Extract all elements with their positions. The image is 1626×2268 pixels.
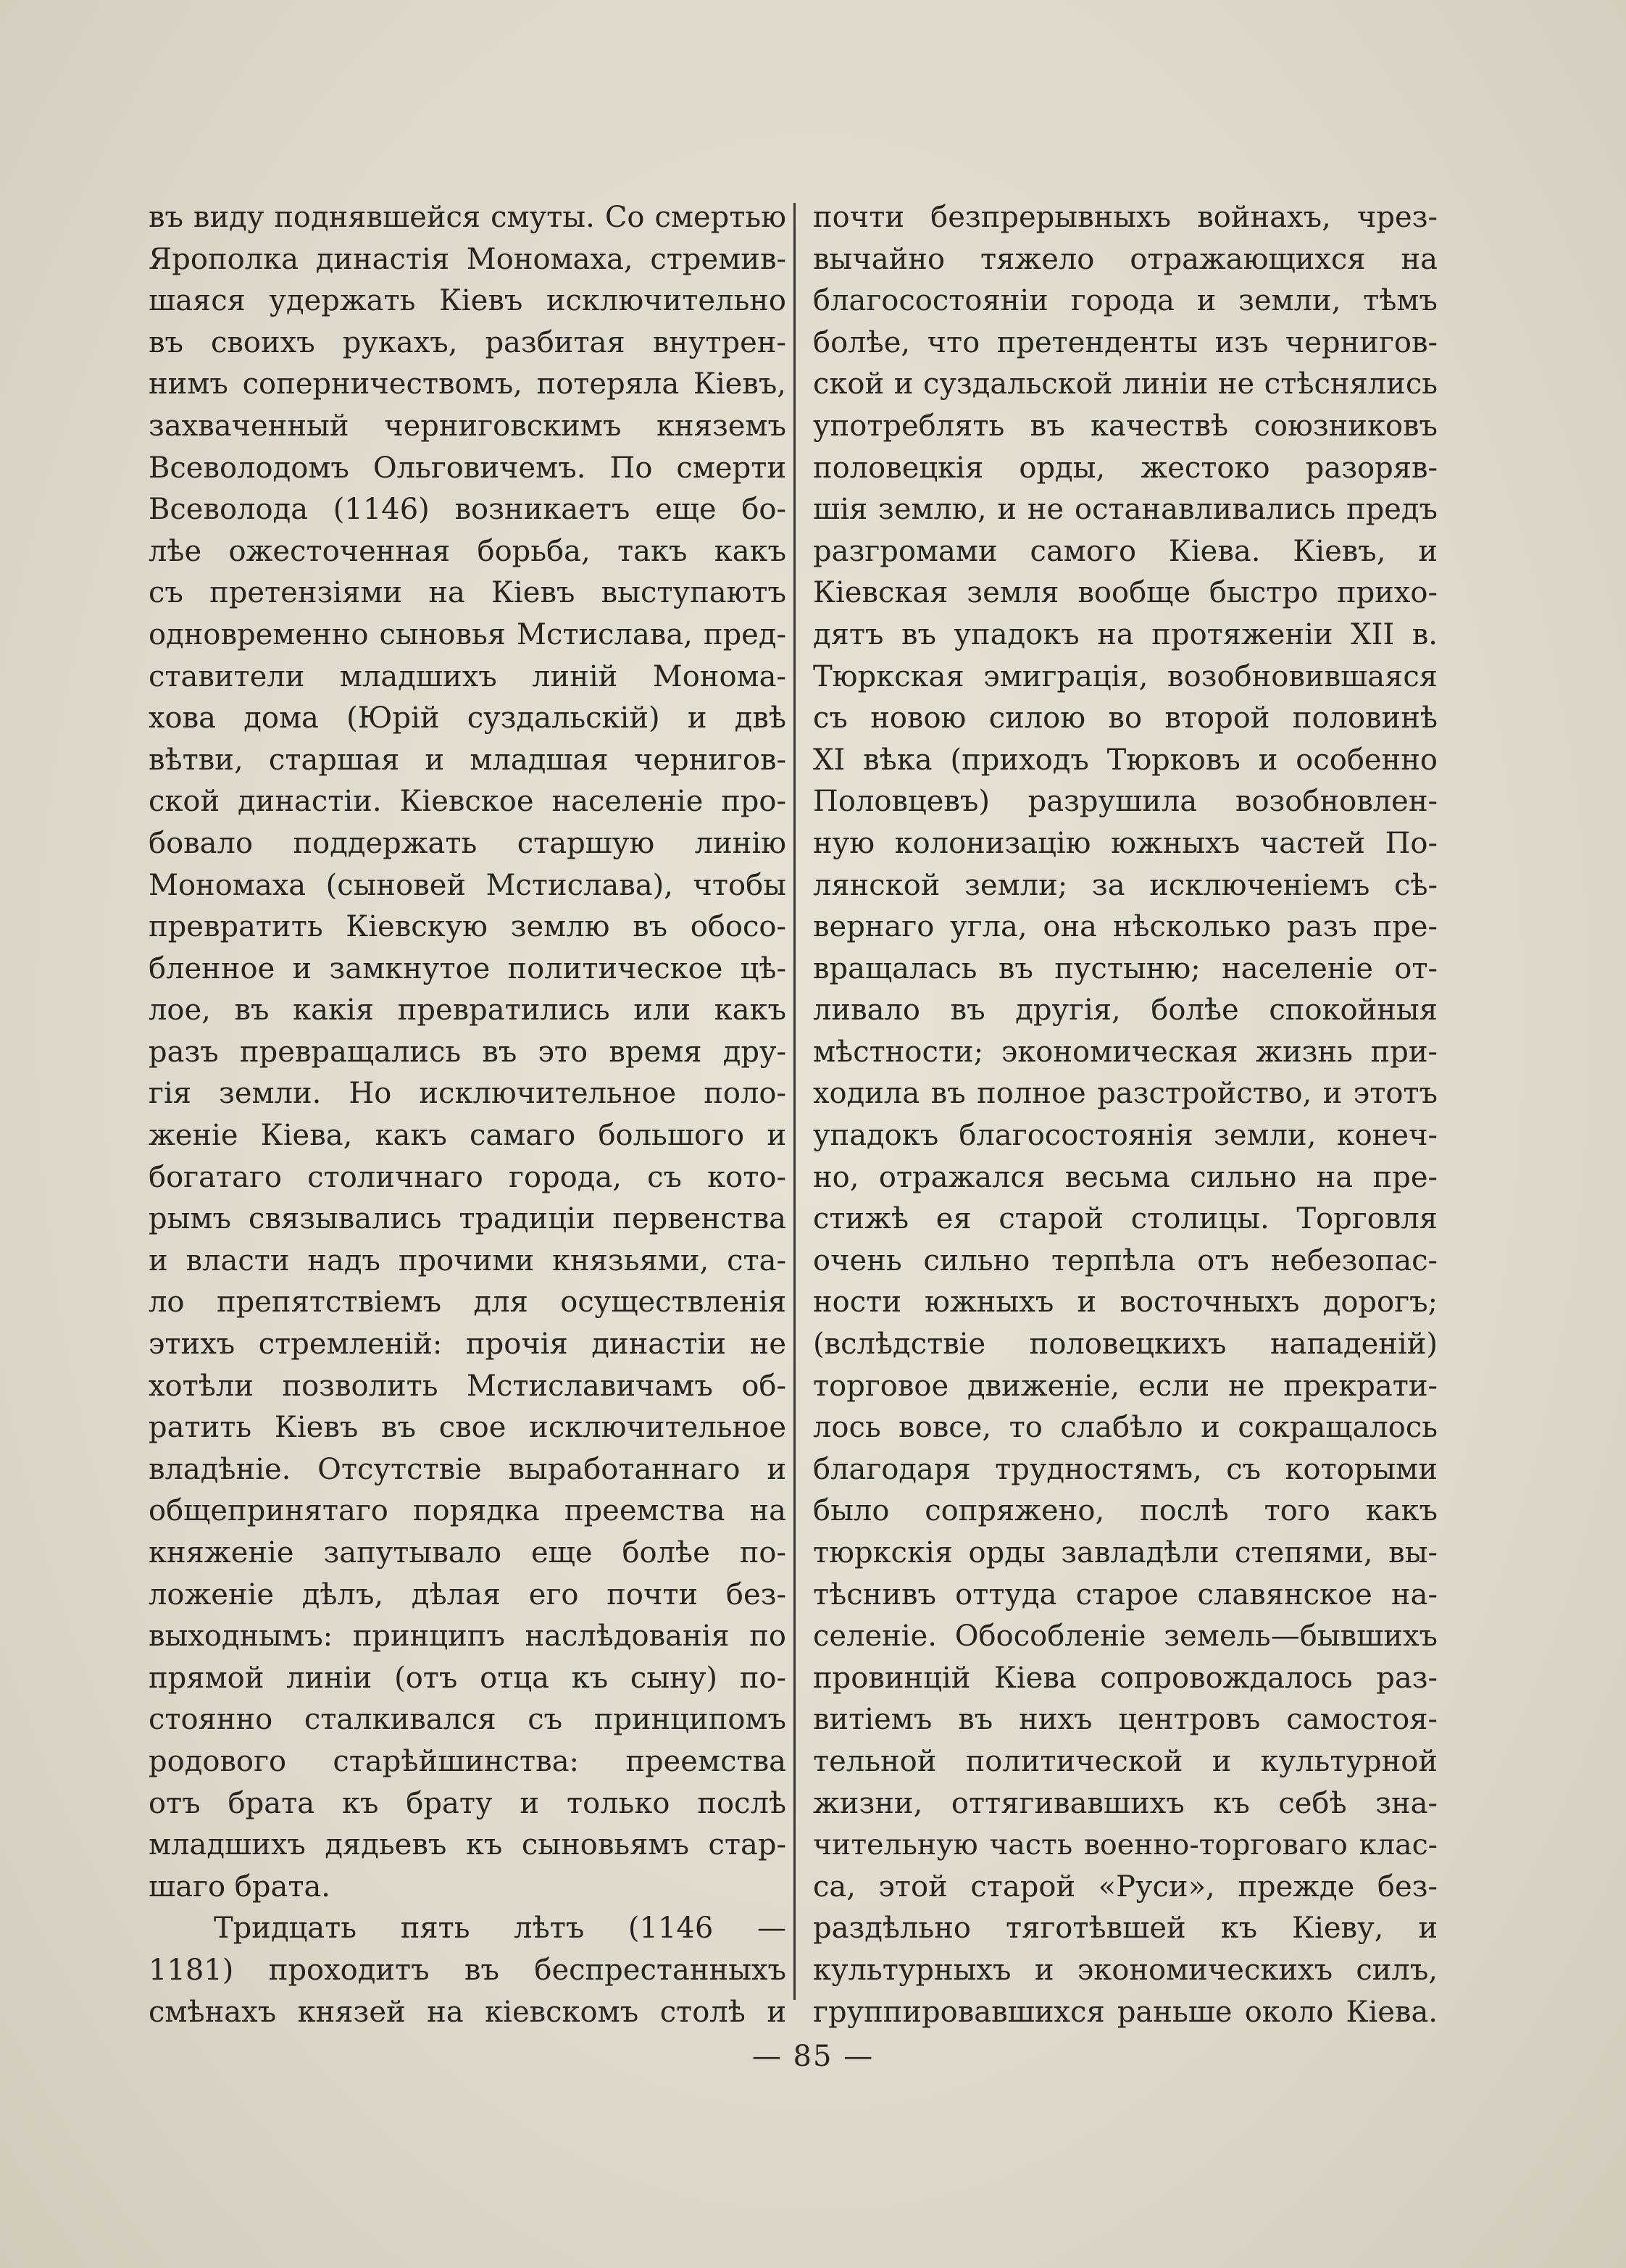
text-line: хотѣли позволить Мстиславичамъ об- xyxy=(149,1369,786,1403)
text-line: лось вовсе, то слабѣло и сокращалось xyxy=(813,1411,1438,1445)
text-line: вѣтви, старшая и младшая чернигов- xyxy=(149,743,786,777)
text-line: упадокъ благосостоянія земли, конеч- xyxy=(813,1119,1438,1153)
text-line: нимъ соперничествомъ, потеряла Кіевъ, xyxy=(149,367,786,401)
text-line: женіе Кіева, какъ самаго большого и xyxy=(149,1119,786,1153)
paragraph-start-line: Тридцать пять лѣтъ (1146 — xyxy=(214,1911,786,1946)
text-line: стижѣ ея старой столицы. Торговля xyxy=(813,1202,1438,1236)
text-line: вращалась въ пустыню; населеніе от- xyxy=(813,951,1438,985)
text-line: лѣе ожесточенная борьба, такъ какъ xyxy=(149,534,786,568)
text-line: съ новою силою во второй половинѣ xyxy=(813,701,1438,735)
text-line: родового старѣйшинства: преемства xyxy=(149,1744,786,1778)
text-line: благосостояніи города и земли, тѣмъ xyxy=(813,284,1438,318)
text-line: ло препятствіемъ для осуществленія xyxy=(149,1285,786,1319)
text-line: тѣснивъ оттуда старое славянское на- xyxy=(813,1577,1438,1612)
right-text-column xyxy=(813,197,1438,2033)
text-line: Всеволодомъ Ольговичемъ. По смерти xyxy=(149,451,786,485)
page-number: — 85 — xyxy=(751,2040,875,2073)
text-line: лое, въ какія превратились или какъ xyxy=(149,993,786,1027)
text-line: княженіе запутывало еще болѣе по- xyxy=(149,1536,786,1569)
text-line: мѣстности; экономическая жизнь при- xyxy=(813,1035,1438,1069)
text-line: провинцій Кіева сопровождалось раз- xyxy=(813,1661,1438,1695)
text-line: ливало въ другія, болѣе спокойныя xyxy=(813,993,1438,1027)
text-line: разъ превращались въ это время дру- xyxy=(149,1035,786,1069)
text-line: стоянно сталкивался съ принципомъ xyxy=(149,1703,786,1737)
text-line: выходнымъ: принципъ наслѣдованія по xyxy=(149,1619,786,1654)
text-line: почти безпрерывныхъ войнахъ, чрез- xyxy=(813,201,1438,234)
text-line: ратить Кіевъ въ свое исключительное xyxy=(149,1411,786,1445)
text-line: ской династіи. Кіевское населеніе про- xyxy=(149,785,786,819)
text-line: благодаря трудностямъ, съ которыми xyxy=(813,1452,1438,1486)
text-line: ходила въ полное разстройство, и этотъ xyxy=(813,1077,1438,1111)
text-line: одновременно сыновья Мстислава, пред- xyxy=(149,617,786,651)
text-line: смѣнахъ князей на кіевскомъ столѣ и xyxy=(149,1995,786,2029)
text-line: тюркскія орды завладѣли степями, вы- xyxy=(813,1536,1438,1569)
text-line: хова дома (Юрій суздальскій) и двѣ xyxy=(149,701,786,735)
text-line: ности южныхъ и восточныхъ дорогъ; xyxy=(813,1285,1438,1319)
text-line: селеніе. Обособленіе земель—бывшихъ xyxy=(813,1619,1438,1654)
text-line: но, отражался весьма сильно на пре- xyxy=(813,1160,1438,1194)
text-line: Ярополка династія Мономаха, стремив- xyxy=(149,242,786,276)
text-line: разгромами самого Кіева. Кіевъ, и xyxy=(813,534,1438,568)
text-line: въ виду поднявшейся смуты. Со смертью xyxy=(149,201,786,234)
text-line: Мономаха (сыновей Мстислава), чтобы xyxy=(149,868,786,902)
left-text-column xyxy=(149,197,786,2033)
text-line: богатаго столичнаго города, съ кото- xyxy=(149,1160,786,1194)
column-divider xyxy=(793,203,796,2000)
text-line: Кіевская земля вообще быстро прихо- xyxy=(813,576,1438,610)
text-line: превратить Кіевскую землю въ обосо- xyxy=(149,910,786,944)
text-line: съ претензіями на Кіевъ выступаютъ xyxy=(149,576,786,610)
text-line: отъ брата къ брату и только послѣ xyxy=(149,1786,786,1820)
text-line: бовало поддержать старшую линію xyxy=(149,826,786,860)
text-line: XI вѣка (приходъ Тюрковъ и особенно xyxy=(813,743,1438,777)
text-line: Половцевъ) разрушила возобновлен- xyxy=(813,785,1438,819)
text-line: са, этой старой «Руси», прежде без- xyxy=(813,1869,1438,1904)
text-line: чительную часть военно-торговаго клас- xyxy=(813,1828,1438,1862)
text-line: употреблять въ качествѣ союзниковъ xyxy=(813,409,1438,443)
paragraph-end-line: шаго брата. xyxy=(149,1869,331,1904)
text-line: витіемъ въ нихъ центровъ самостоя- xyxy=(813,1703,1438,1737)
text-line: дятъ въ упадокъ на протяженіи XII в. xyxy=(813,617,1438,651)
text-line: ской и суздальской линіи не стѣснялись xyxy=(813,367,1438,401)
text-line: было сопряжено, послѣ того какъ xyxy=(813,1494,1438,1528)
text-line: вычайно тяжело отражающихся на xyxy=(813,242,1438,276)
text-line: вернаго угла, она нѣсколько разъ пре- xyxy=(813,910,1438,944)
text-line: торговое движеніе, если не прекрати- xyxy=(813,1369,1438,1403)
text-line: прямой линіи (отъ отца къ сыну) по- xyxy=(149,1661,786,1695)
text-line: 1181) проходитъ въ беспрестанныхъ xyxy=(149,1953,786,1987)
text-line: очень сильно терпѣла отъ небезопас- xyxy=(813,1243,1438,1277)
text-line: жизни, оттягивавшихъ къ себѣ зна- xyxy=(813,1786,1438,1820)
text-line: рымъ связывались традиціи первенства xyxy=(149,1202,786,1236)
text-line: общепринятаго порядка преемства на xyxy=(149,1494,786,1528)
text-line: бленное и замкнутое политическое цѣ- xyxy=(149,951,786,985)
text-line: культурныхъ и экономическихъ силъ, xyxy=(813,1953,1438,1987)
text-line: лянской земли; за исключеніемъ сѣ- xyxy=(813,868,1438,902)
text-line: раздѣльно тяготѣвшей къ Кіеву, и xyxy=(813,1911,1438,1946)
text-line: владѣніе. Отсутствіе выработаннаго и xyxy=(149,1452,786,1486)
text-line: и власти надъ прочими князьями, ста- xyxy=(149,1243,786,1277)
text-line: этихъ стремленій: прочія династіи не xyxy=(149,1327,786,1362)
text-line: въ своихъ рукахъ, разбитая внутрен- xyxy=(149,325,786,359)
text-line: захваченный черниговскимъ княземъ xyxy=(149,409,786,443)
text-line: (вслѣдствіе половецкихъ нападеній) xyxy=(813,1327,1438,1362)
text-line: половецкія орды, жестоко разоряв- xyxy=(813,451,1438,485)
text-line: Тюркская эмиграція, возобновившаяся xyxy=(813,659,1438,693)
text-line: шаяся удержать Кіевъ исключительно xyxy=(149,284,786,318)
text-line: младшихъ дядьевъ къ сыновьямъ стар- xyxy=(149,1828,786,1862)
text-line: болѣе, что претенденты изъ чернигов- xyxy=(813,325,1438,359)
text-line: ложеніе дѣлъ, дѣлая его почти без- xyxy=(149,1577,786,1612)
text-line: шія землю, и не останавливались предъ xyxy=(813,493,1438,527)
text-line: группировавшихся раньше около Кіева. xyxy=(813,1995,1438,2029)
text-line: ставители младшихъ линій Монома- xyxy=(149,659,786,693)
text-line: ную колонизацію южныхъ частей По- xyxy=(813,826,1438,860)
text-line: Всеволода (1146) возникаетъ еще бо- xyxy=(149,493,786,527)
text-line: тельной политической и культурной xyxy=(813,1744,1438,1778)
text-line: гія земли. Но исключительное поло- xyxy=(149,1077,786,1111)
